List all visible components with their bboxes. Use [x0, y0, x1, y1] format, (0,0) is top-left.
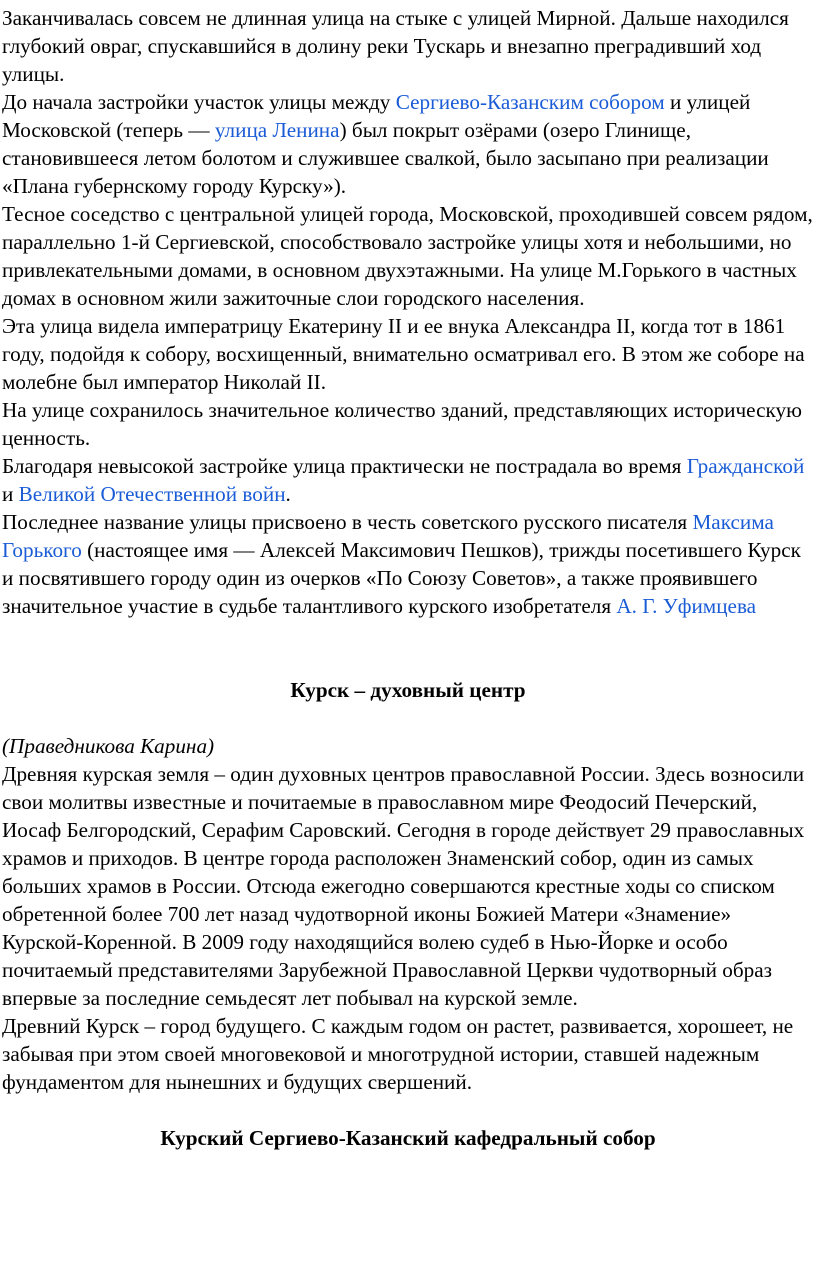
text-fragment: и [2, 482, 19, 506]
heading-wrap [2, 676, 814, 704]
paragraph-future-city: Древний Курск – город будущего. С каждым годом он растет, развивается, хорошеет, не забывая при этом своей многовековой и многотрудной истории, ставшей надежным фундаментом для нынешних и будущих свершений. [2, 1014, 794, 1094]
paragraph-empress: Эта улица видела императрицу Екатерину II и ее внука Александра II, когда тот в 1861 году, подойдя к собору, восхищенный, внимательно осматривал его. В этом же соборе на молебне был император Николай II. [2, 314, 805, 394]
text-fragment: . [285, 482, 291, 506]
heading-spiritual-center: Курск – духовный центр [290, 678, 526, 702]
link-ufimtsev[interactable]: А. Г. Уфимцева [616, 594, 757, 618]
author-line: (Праведникова Карина) [2, 734, 215, 758]
text-fragment: До начала застройки участок улицы между [2, 90, 396, 114]
paragraph-street-end: Заканчивалась совсем не длинная улица на стыке с улицей Мирной. Дальше находился глубокий овраг, спускавшийся в долину реки Тускарь и внезапно преградивший ход улицы. [2, 6, 789, 86]
text-fragment: и улицей Московской (теперь — [2, 90, 751, 142]
heading-cathedral: Курский Сергиево-Казанский кафедральный собор [160, 1126, 656, 1150]
link-maxim-gorky[interactable]: Максима Горького [2, 510, 774, 562]
paragraph-neighbourhood: Тесное соседство с центральной улицей города, Московской, проходившей совсем рядом, параллельно 1-й Сергиевской, способствовало застройке улицы хотя и небольшими, но привлекательными домами, в основном двухэтажными. На улице М.Горького в частных домах в основном жили зажиточные слои городского населения. [2, 202, 813, 310]
heading-wrap [2, 1124, 814, 1152]
link-great-patriotic-war[interactable]: Великой Отечественной войн [18, 482, 286, 506]
paragraph-lakes [2, 88, 814, 200]
paragraph-historic-buildings: На улице сохранилось значительное количество зданий, представляющих историческую ценность. [2, 398, 802, 450]
link-sergievo-kazansky-cathedral[interactable]: Сергиево-Казанским собором [395, 90, 665, 114]
link-lenin-street[interactable]: улица Ленина [214, 118, 340, 142]
paragraph-wars [2, 452, 814, 508]
section-spacer [2, 620, 814, 676]
text-fragment: ) был покрыт озёрами (озеро Глинище, становившееся летом болотом и служившее свалкой, было засыпано при реализации «Плана губернскому городу Курску»). [2, 118, 769, 198]
text-fragment: (настоящее имя — Алексей Максимович Пешков), трижды посетившего Курск и посвятившего городу один из очерков «По Союзу Советов», а также проявившего значительное участие в судьбе талантливого курского изобретателя [2, 538, 801, 618]
text-fragment: Благодаря невысокой застройке улица практически не пострадала во время [2, 454, 687, 478]
paragraph-spiritual-land: Древняя курская земля – один духовных центров православной России. Здесь возносили свои молитвы известные и почитаемые в православном мире Феодосий Печерский, Иосаф Белгородский, Серафим Саровский. Сегодня в городе действует 29 православных храмов и приходов. В центре города расположен Знаменский собор, один из самых больших храмов в России. Отсюда ежегодно совершаются крестные ходы со списком обретенной более 700 лет назад чудотворной иконы Божией Матери «Знамение» Курской-Коренной. В 2009 году находящийся волею судеб в Нью-Йорке и особо почитаемый представителями Зарубежной Православной Церкви чудотворный образ впервые за последние семьдесят лет побывал на курской земле. [2, 762, 805, 1010]
text-fragment: Последнее название улицы присвоено в честь советского русского писателя [2, 510, 693, 534]
paragraph-street-name [2, 508, 814, 620]
link-civil-war[interactable]: Гражданской [686, 454, 805, 478]
